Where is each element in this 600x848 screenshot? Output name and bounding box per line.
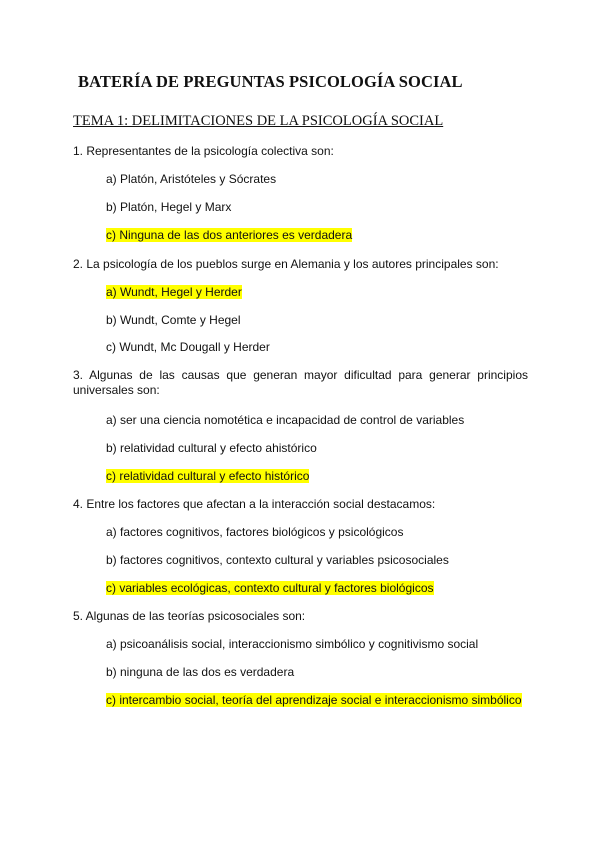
question-2: 2. La psicología de los pueblos surge en Alemania y los autores principales son: — [73, 257, 499, 271]
question-2-option-b: b) Wundt, Comte y Hegel — [106, 313, 241, 327]
question-1-option-a: a) Platón, Aristóteles y Sócrates — [106, 172, 277, 186]
question-5-option-c: c) intercambio social, teoría del aprendizaje social e interaccionismo simbólico — [106, 693, 522, 707]
question-4-option-c: c) variables ecológicas, contexto cultural y factores biológicos — [106, 581, 434, 595]
question-4-option-b: b) factores cognitivos, contexto cultural y variables psicosociales — [106, 553, 449, 567]
question-2-option-a: a) Wundt, Hegel y Herder — [106, 285, 242, 299]
question-1-option-b: b) Platón, Hegel y Marx — [106, 200, 232, 214]
question-4: 4. Entre los factores que afectan a la interacción social destacamos: — [73, 497, 436, 511]
question-3-option-c: c) relatividad cultural y efecto histórico — [106, 469, 310, 483]
question-5-option-b: b) ninguna de las dos es verdadera — [106, 665, 295, 679]
question-5-option-a: a) psicoanálisis social, interaccionismo simbólico y cognitivismo social — [106, 637, 479, 651]
question-2-option-c: c) Wundt, Mc Dougall y Herder — [106, 340, 270, 354]
question-3: 3. Algunas de las causas que generan mayor dificultad para generar principios universales son: — [73, 368, 528, 397]
section-heading: TEMA 1: DELIMITACIONES DE LA PSICOLOGÍA SOCIAL — [73, 113, 444, 129]
question-4-option-a: a) factores cognitivos, factores biológicos y psicológicos — [106, 525, 404, 539]
question-1: 1. Representantes de la psicología colectiva son: — [73, 144, 334, 158]
question-5: 5. Algunas de las teorías psicosociales son: — [73, 609, 306, 623]
question-3-option-a: a) ser una ciencia nomotética e incapacidad de control de variables — [106, 413, 465, 427]
question-1-option-c: c) Ninguna de las dos anteriores es verdadera — [106, 228, 353, 242]
question-3-option-b: b) relatividad cultural y efecto ahistórico — [106, 441, 317, 455]
document-title: BATERÍA DE PREGUNTAS PSICOLOGÍA SOCIAL — [78, 72, 463, 91]
